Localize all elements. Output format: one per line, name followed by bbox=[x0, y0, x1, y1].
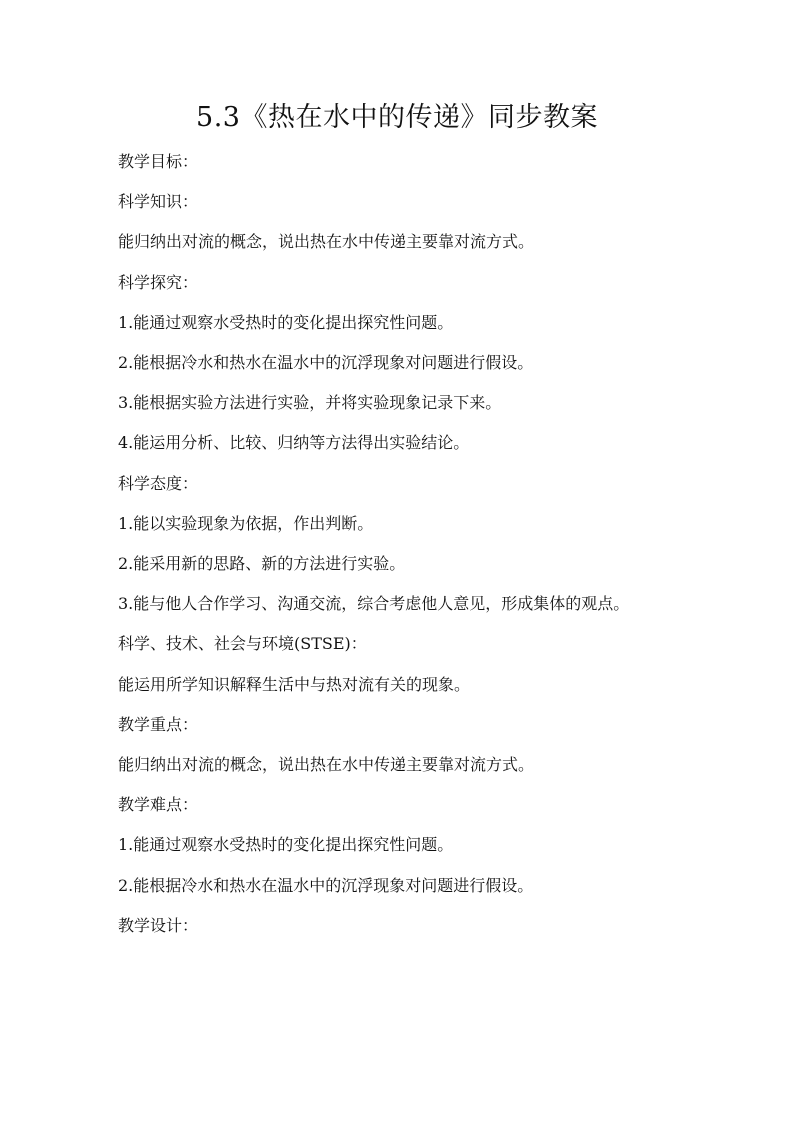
list-item: 2.能根据冷水和热水在温水中的沉浮现象对问题进行假设。 bbox=[118, 353, 534, 373]
heading-key-points: 教学重点： bbox=[118, 714, 199, 734]
paragraph: 能运用所学知识解释生活中与热对流有关的现象。 bbox=[118, 674, 471, 694]
heading-teaching-goals: 教学目标： bbox=[118, 152, 199, 171]
heading-difficult-points: 教学难点： bbox=[118, 795, 199, 815]
list-item: 3.能根据实验方法进行实验，并将实验现象记录下来。 bbox=[118, 393, 502, 413]
list-item: 3.能与他人合作学习、沟通交流，综合考虑他人意见，形成集体的观点。 bbox=[118, 594, 630, 614]
list-item: 2.能采用新的思路、新的方法进行实验。 bbox=[118, 554, 406, 574]
subheading-science-knowledge: 科学知识： bbox=[118, 192, 199, 212]
subheading-science-inquiry: 科学探究： bbox=[118, 272, 199, 292]
document-title: 5.3《热在水中的传递》同步教案 bbox=[196, 102, 598, 133]
list-item: 4.能运用分析、比较、归纳等方法得出实验结论。 bbox=[118, 433, 470, 453]
paragraph: 能归纳出对流的概念，说出热在水中传递主要靠对流方式。 bbox=[118, 232, 535, 252]
document-body bbox=[118, 142, 684, 946]
heading-teaching-design: 教学设计： bbox=[118, 915, 199, 935]
list-item: 1.能通过观察水受热时的变化提出探究性问题。 bbox=[118, 835, 454, 855]
list-item: 1.能以实验现象为依据，作出判断。 bbox=[118, 513, 374, 533]
subheading-stse: 科学、技术、社会与环境(STSE)： bbox=[118, 634, 367, 654]
paragraph: 能归纳出对流的概念，说出热在水中传递主要靠对流方式。 bbox=[118, 755, 535, 775]
list-item: 1.能通过观察水受热时的变化提出探究性问题。 bbox=[118, 312, 454, 332]
list-item: 2.能根据冷水和热水在温水中的沉浮现象对问题进行假设。 bbox=[118, 875, 534, 895]
subheading-science-attitude: 科学态度： bbox=[118, 473, 199, 493]
